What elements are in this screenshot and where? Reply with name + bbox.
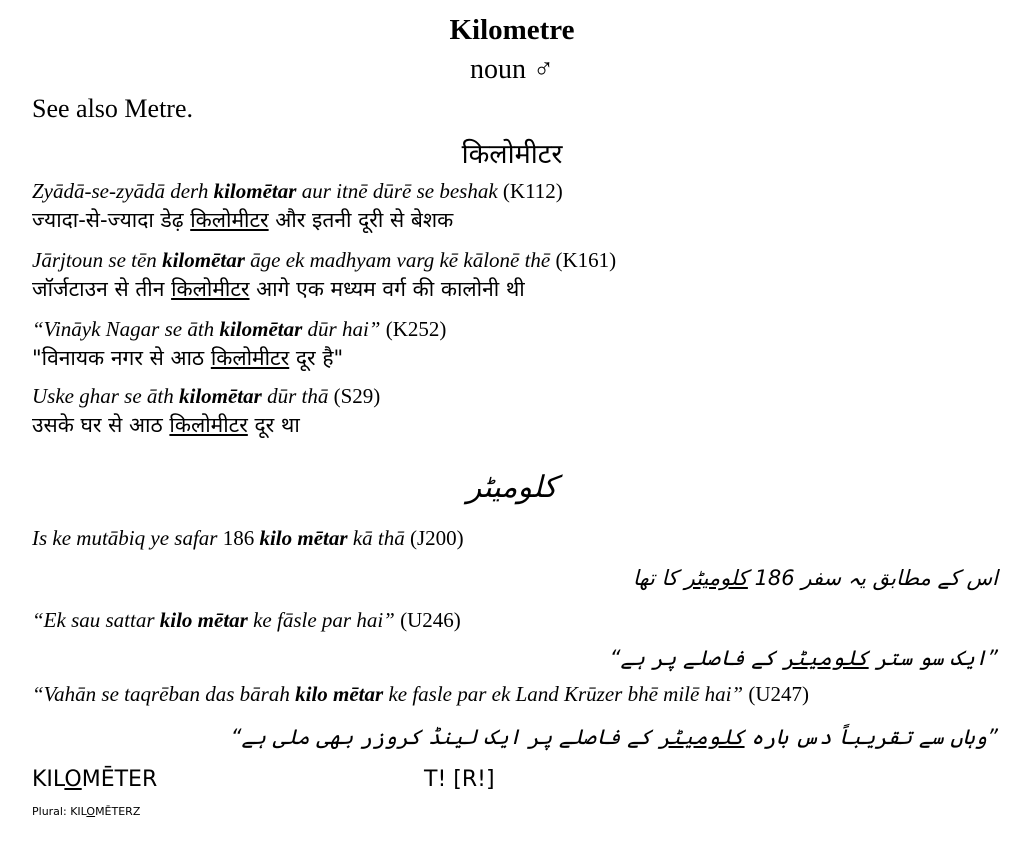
urdu-example-1-transliteration: Is ke mutābiq ye safar 186 kilo mētar kā thā (J200) (32, 526, 464, 550)
plural-form: Plural: KILOMĒTERZ (32, 805, 141, 818)
tone-marking: T! [R!] (424, 767, 495, 792)
hindi-example-1-devanagari: ज्यादा-से-ज्यादा डेढ़ किलोमीटर और इतनी दूरी से बेशक (32, 208, 454, 232)
urdu-example-1-urdu: اس کے مطابق یہ سفر 186 کلومیٹر کا تھا (632, 566, 998, 590)
lemma-pronunciation: KILOMĒTER (32, 767, 158, 792)
hindi-example-2-transliteration: Jārjtoun se tēn kilomētar āge ek madhyam varg kē kālonē thē (K161) (32, 248, 617, 272)
urdu-example-3-urdu: ”وہاں سے تقریباً دس بارہ کلومیٹر کے فاصلے پر ایک لینڈ کروزر بھی ملی ہے“ (230, 725, 998, 749)
hindi-example-2-devanagari: जॉर्जटाउन से तीन किलोमीटर आगे एक मध्यम वर्ग की कालोनी थी (32, 277, 525, 301)
hindi-example-1-transliteration: Zyādā-se-zyādā derh kilomētar aur itnē dūrē se beshak (K112) (32, 179, 563, 203)
headword: Kilometre (449, 14, 575, 46)
urdu-example-2-urdu: ”ایک سو ستر کلومیٹر کے فاصلے پر ہے“ (609, 646, 998, 670)
see-also-note: See also Metre. (32, 94, 194, 123)
hindi-example-4-transliteration: Uske ghar se āth kilomētar dūr thā (S29) (32, 384, 381, 408)
urdu-example-2-transliteration: “Ek sau sattar kilo mētar ke fāsle par hai” (U246) (32, 608, 461, 632)
part-of-speech: noun ♂ (470, 54, 554, 85)
hindi-example-4-devanagari: उसके घर से आठ किलोमीटर दूर था (32, 413, 300, 437)
urdu-example-3-transliteration: “Vahān se taqrēban das bārah kilo mētar ke fasle par ek Land Krūzer bhē milē hai” (U247) (32, 682, 809, 706)
hindi-example-3-transliteration: “Vināyk Nagar se āth kilomētar dūr hai” (K252) (32, 317, 447, 341)
hindi-heading: किलोमीटर (461, 139, 563, 170)
hindi-example-3-devanagari: "विनायक नगर से आठ किलोमीटर दूर है" (32, 346, 344, 370)
urdu-heading: کلومیٹر (466, 470, 558, 505)
